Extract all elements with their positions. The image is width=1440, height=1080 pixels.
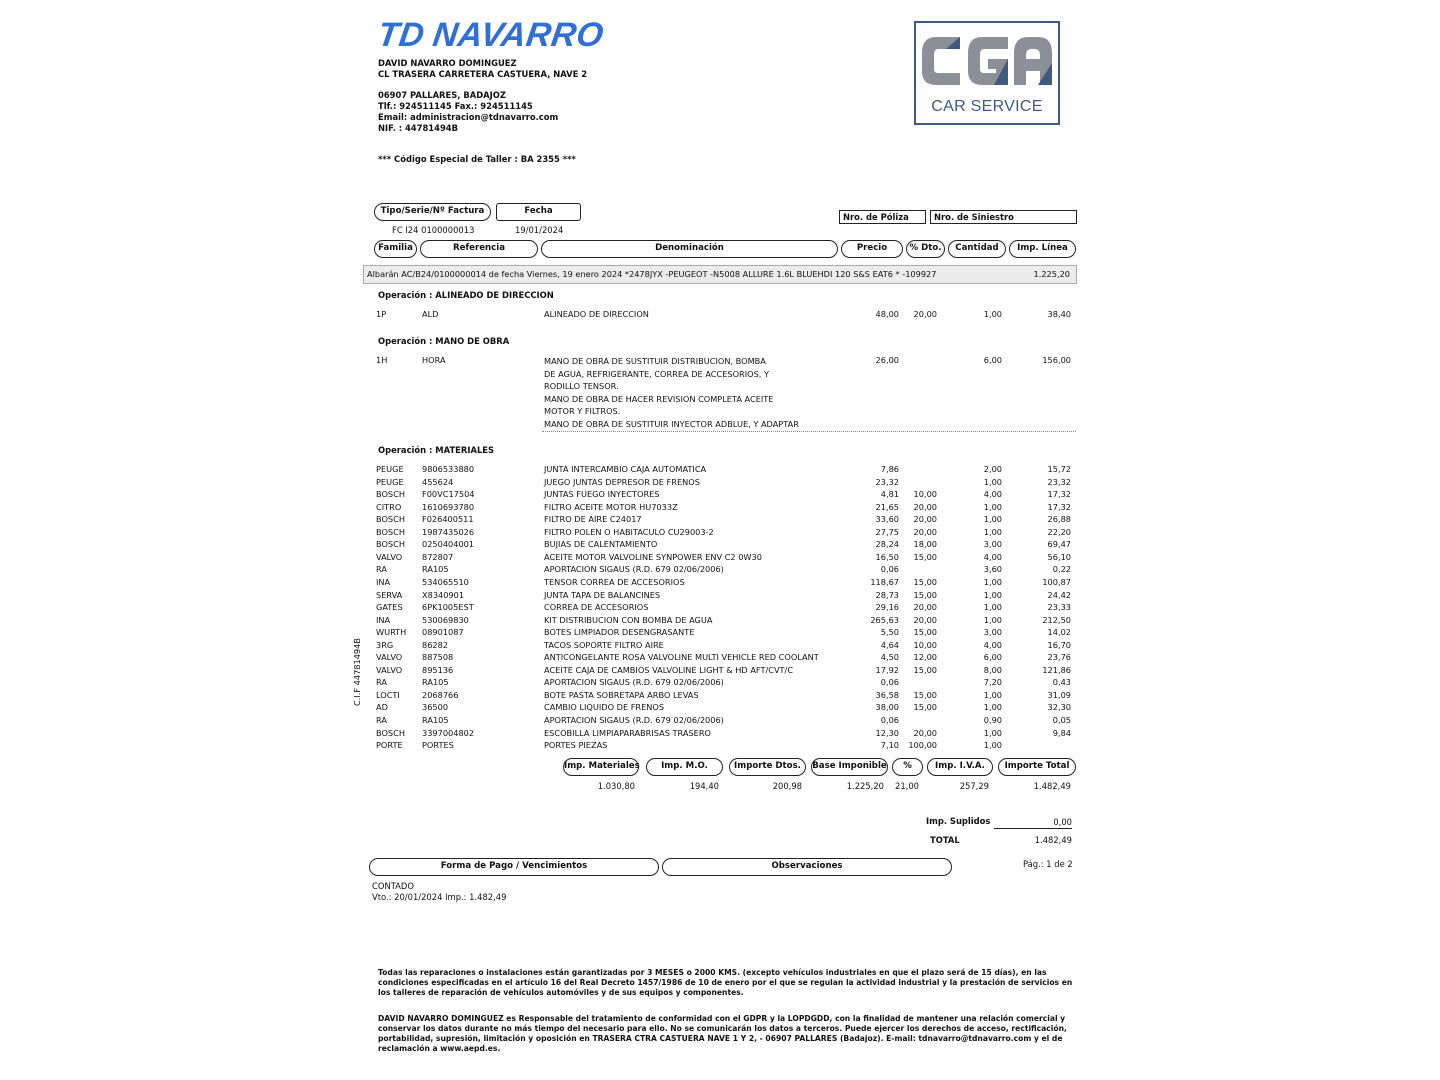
cell-referencia: 455624 bbox=[422, 476, 454, 487]
cell-referencia: 9806533880 bbox=[422, 464, 475, 474]
cell-referencia: HORA bbox=[422, 355, 446, 365]
tot-mo-value: 194,40 bbox=[689, 781, 719, 791]
cell-referencia: 0250404001 bbox=[422, 539, 475, 550]
cell-importe: 26,88 bbox=[1047, 514, 1071, 525]
cell-precio: 26,00 bbox=[875, 355, 899, 365]
col-cantidad: Cantidad bbox=[948, 240, 1006, 258]
cell-dto: 20,00 bbox=[913, 514, 937, 525]
forma-pago-header: Forma de Pago / Vencimientos bbox=[369, 858, 659, 876]
fecha-header: Fecha bbox=[496, 203, 581, 221]
tot-base-value: 1.225,20 bbox=[846, 781, 884, 791]
cell-cantidad: 7,20 bbox=[983, 677, 1002, 688]
cell-denominacion: ALINEADO DE DIRECCION bbox=[544, 309, 649, 319]
cell-denominacion: ANTICONGELANTE ROSA VALVOLINE MULTI VEHICLE RED COOLANT bbox=[544, 652, 819, 663]
cell-cantidad: 4,00 bbox=[983, 489, 1002, 500]
fecha-value: 19/01/2024 bbox=[515, 225, 564, 235]
cell-precio: 27,75 bbox=[875, 526, 899, 537]
cell-cantidad: 8,00 bbox=[983, 664, 1002, 675]
cell-referencia: PORTES bbox=[422, 740, 454, 751]
cell-familia: WURTH bbox=[376, 627, 407, 638]
table-row bbox=[376, 677, 1076, 690]
cell-referencia: 1610693780 bbox=[422, 501, 475, 512]
cell-referencia: 872807 bbox=[422, 551, 454, 562]
cell-dto: 15,00 bbox=[913, 689, 937, 700]
tot-iva-value: 257,29 bbox=[959, 781, 989, 791]
table-row bbox=[376, 527, 1076, 540]
cell-precio: 12,30 bbox=[875, 727, 899, 738]
table-row bbox=[376, 489, 1076, 502]
cell-denominacion: FILTRO DE AIRE C24017 bbox=[544, 514, 642, 525]
cell-familia: VALVO bbox=[376, 551, 403, 562]
table-row bbox=[376, 309, 1076, 322]
cell-denominacion: BUJIAS DE CALENTAMIENTO bbox=[544, 539, 658, 550]
warranty-text: Todas las reparaciones o instalaciones están garantizadas por 3 MESES o 2000 KMS. (excepto vehículos industriales en que el plazo será de 15 días), en las condiciones especificadas en el artículo 16 del Real Decreto 1457/1986 de 10 de enero por el que se regulan la actividad industrial y la prestación de servicios en los talleres de reparación de vehículos automóviles y de sus equipos y componentes. bbox=[378, 968, 1073, 997]
cell-importe: 56,10 bbox=[1047, 551, 1071, 562]
desc-line: RODILLO TENSOR. bbox=[544, 381, 619, 392]
cell-precio: 21,65 bbox=[875, 501, 899, 512]
cell-cantidad: 1,00 bbox=[983, 689, 1002, 700]
cell-denominacion: TACOS SOPORTE FILTRO AIRE bbox=[544, 639, 664, 650]
cell-familia: PEUGE bbox=[376, 476, 404, 487]
cell-precio: 16,50 bbox=[875, 551, 899, 562]
cell-familia: BOSCH bbox=[376, 539, 405, 550]
operation-title: Operación : MANO DE OBRA bbox=[378, 336, 510, 346]
company-block bbox=[378, 58, 587, 134]
cell-denominacion: BOTE PASTA SOBRETAPA ARBO LEVAS bbox=[544, 689, 699, 700]
cell-importe: 0,22 bbox=[1052, 564, 1071, 575]
col-precio: Precio bbox=[841, 240, 903, 258]
table-row bbox=[376, 602, 1076, 615]
cell-familia: 1H bbox=[376, 355, 388, 365]
table-row bbox=[376, 590, 1076, 603]
desc-line: MANO DE OBRA DE HACER REVISION COMPLETA ACEITE bbox=[544, 393, 774, 404]
cell-familia: RA bbox=[376, 715, 387, 725]
cga-car-service-logo bbox=[914, 21, 1060, 125]
cell-importe: 9,84 bbox=[1052, 727, 1071, 738]
suplidos-value: 0,00 bbox=[994, 817, 1072, 829]
tot-materiales-label: Imp. Materiales bbox=[563, 758, 639, 776]
cell-dto: 10,00 bbox=[913, 639, 937, 650]
table-row bbox=[376, 539, 1076, 552]
table-row bbox=[376, 702, 1076, 715]
cell-dto: 100,00 bbox=[908, 740, 937, 751]
cell-cantidad: 3,00 bbox=[983, 627, 1002, 638]
table-row bbox=[376, 577, 1076, 590]
cell-referencia: 36500 bbox=[422, 702, 449, 713]
poliza-field: Nro. de Póliza bbox=[839, 210, 926, 224]
cell-importe: 121,86 bbox=[1042, 664, 1071, 675]
operation-title: Operación : MATERIALES bbox=[378, 445, 495, 455]
cell-familia: VALVO bbox=[376, 664, 403, 675]
cell-importe: 22,20 bbox=[1047, 526, 1071, 537]
cell-denominacion: TENSOR CORREA DE ACCESORIOS bbox=[544, 576, 685, 587]
table-row bbox=[376, 652, 1076, 665]
cell-importe: 23,32 bbox=[1047, 476, 1071, 487]
cell-precio: 48,00 bbox=[875, 309, 899, 319]
cell-denominacion: KIT DISTRIBUCION CON BOMBA DE AGUA bbox=[544, 614, 713, 625]
cell-precio: 4,50 bbox=[880, 652, 899, 663]
cell-denominacion: ACEITE CAJA DE CAMBIOS VALVOLINE LIGHT & HD AFT/CVT/C bbox=[544, 664, 794, 675]
cell-familia: GATES bbox=[376, 602, 403, 613]
company-nif: NIF. : 44781494B bbox=[378, 122, 458, 133]
cell-precio: 36,58 bbox=[875, 689, 899, 700]
cell-cantidad: 3,60 bbox=[983, 564, 1002, 575]
cell-importe: 212,50 bbox=[1042, 614, 1071, 625]
cell-dto: 20,00 bbox=[913, 727, 937, 738]
cell-importe: 31,09 bbox=[1047, 689, 1071, 700]
cell-familia: RA bbox=[376, 564, 387, 575]
cell-cantidad: 1,00 bbox=[983, 740, 1002, 751]
cell-cantidad: 6,00 bbox=[983, 355, 1002, 365]
cell-referencia: 1987435026 bbox=[422, 526, 475, 537]
cell-referencia: 2068766 bbox=[422, 689, 459, 700]
cell-familia: INA bbox=[376, 614, 391, 625]
cell-cantidad: 1,00 bbox=[983, 727, 1002, 738]
tot-dtos-value: 200,98 bbox=[772, 781, 802, 791]
cell-familia: 1P bbox=[376, 309, 387, 319]
cell-dto: 15,00 bbox=[913, 551, 937, 562]
cell-dto: 20,00 bbox=[913, 501, 937, 512]
cell-cantidad: 1,00 bbox=[983, 501, 1002, 512]
cell-cantidad: 1,00 bbox=[983, 602, 1002, 613]
cell-cantidad: 1,00 bbox=[983, 576, 1002, 587]
cell-denominacion-multiline bbox=[544, 355, 799, 431]
company-city: 06907 PALLARES, BADAJOZ bbox=[378, 90, 506, 101]
cell-importe: 100,87 bbox=[1042, 576, 1071, 587]
cell-importe: 23,76 bbox=[1047, 652, 1071, 663]
brand-logo-text bbox=[376, 18, 606, 52]
cell-precio: 0,06 bbox=[880, 564, 899, 575]
company-phone: Tlf.: 924511145 Fax.: 924511145 bbox=[378, 101, 533, 112]
tot-total-label: Importe Total bbox=[998, 758, 1076, 776]
cell-referencia: 08901087 bbox=[422, 627, 464, 638]
desc-line: MOTOR Y FILTROS. bbox=[544, 406, 621, 417]
tipo-factura-header: Tipo/Serie/Nº Factura bbox=[374, 203, 491, 221]
cell-precio: 0,06 bbox=[880, 715, 899, 725]
tot-pct-label: % bbox=[892, 758, 923, 776]
cell-denominacion: PORTES PIEZAS bbox=[544, 740, 608, 751]
table-row bbox=[376, 627, 1076, 640]
cell-importe: 32,30 bbox=[1047, 702, 1071, 713]
cell-precio: 7,86 bbox=[880, 464, 899, 474]
cell-referencia: 887508 bbox=[422, 652, 454, 663]
cell-denominacion: JUEGO JUNTAS DEPRESOR DE FRENOS bbox=[544, 476, 700, 487]
cell-precio: 38,00 bbox=[875, 702, 899, 713]
cell-denominacion: ESCOBILLA LIMPIAPARABRISAS TRASERO bbox=[544, 727, 711, 738]
cell-dto: 20,00 bbox=[913, 614, 937, 625]
cell-cantidad: 1,00 bbox=[983, 702, 1002, 713]
cell-precio: 33,60 bbox=[875, 514, 899, 525]
cell-cantidad: 6,00 bbox=[983, 652, 1002, 663]
cell-referencia: 86282 bbox=[422, 639, 449, 650]
cell-familia: CITRO bbox=[376, 501, 402, 512]
table-row bbox=[376, 728, 1076, 741]
cell-importe: 16,70 bbox=[1047, 639, 1071, 650]
cell-importe: 69,47 bbox=[1047, 539, 1071, 550]
cell-dto: 10,00 bbox=[913, 489, 937, 500]
tot-total-value: 1.482,49 bbox=[1033, 781, 1071, 791]
cell-referencia: 6PK1005EST bbox=[422, 602, 474, 613]
cell-cantidad: 1,00 bbox=[983, 526, 1002, 537]
cell-familia: BOSCH bbox=[376, 727, 405, 738]
tot-pct-value: 21,00 bbox=[895, 781, 919, 791]
cell-dto: 20,00 bbox=[913, 602, 937, 613]
col-referencia: Referencia bbox=[420, 240, 538, 258]
cell-referencia: RA105 bbox=[422, 564, 449, 575]
cell-cantidad: 1,00 bbox=[983, 589, 1002, 600]
tot-iva-label: Imp. I.V.A. bbox=[927, 758, 993, 776]
tot-base-label: Base Imponible bbox=[811, 758, 888, 776]
col-familia: Familia bbox=[374, 240, 417, 258]
cell-referencia: RA105 bbox=[422, 715, 449, 725]
cell-denominacion: FILTRO ACEITE MOTOR HU7033Z bbox=[544, 501, 678, 512]
tot-mo-label: Imp. M.O. bbox=[646, 758, 723, 776]
cell-precio: 23,32 bbox=[875, 476, 899, 487]
cell-dto: 20,00 bbox=[913, 526, 937, 537]
cell-cantidad: 1,00 bbox=[983, 614, 1002, 625]
desc-line: MANO DE OBRA DE SUSTITUIR INYECTOR ADBLUE, Y ADAPTAR bbox=[544, 418, 799, 429]
cell-dto: 20,00 bbox=[913, 309, 937, 319]
siniestro-field: Nro. de Siniestro bbox=[930, 210, 1077, 224]
cell-precio: 4,81 bbox=[880, 489, 899, 500]
table-row bbox=[376, 552, 1076, 565]
total-label: TOTAL bbox=[930, 835, 960, 845]
cell-denominacion: JUNTA TAPA DE BALANCINES bbox=[544, 589, 661, 600]
cell-precio: 17,92 bbox=[875, 664, 899, 675]
cell-denominacion: FILTRO POLEN O HABITACULO CU29003-2 bbox=[544, 526, 714, 537]
table-row bbox=[376, 477, 1076, 490]
cell-dto: 18,00 bbox=[913, 539, 937, 550]
cell-referencia: X8340901 bbox=[422, 589, 465, 600]
taller-code: *** Código Especial de Taller : BA 2355 *** bbox=[378, 154, 576, 164]
cell-cantidad: 3,00 bbox=[983, 539, 1002, 550]
cell-familia: VALVO bbox=[376, 652, 403, 663]
cell-familia: SERVA bbox=[376, 589, 403, 600]
cell-familia: RA bbox=[376, 677, 387, 688]
privacy-text: DAVID NAVARRO DOMINGUEZ es Responsable del tratamiento de conformidad con el GDPR y la LOPDGDD, con la finalidad de mantener una relación comercial y conservar los datos durante no más tiempo del necesario para ello. No se comunicarán los datos a terceros. Puede ejercer los derechos de acceso, rectificación, portabilidad, supresión, limitación y oposición en TRASERA CTRA CASTUERA NAVE 1 Y 2, - 06907 PALLARES (Badajoz). E-mail: tdnavarro@tdnavarro.com y el de reclamación a www.aepd.es. bbox=[378, 1014, 1067, 1053]
col-dto: % Dto. bbox=[906, 240, 945, 258]
table-row bbox=[376, 502, 1076, 515]
company-email: Email: administracion@tdnavarro.com bbox=[378, 111, 559, 122]
cell-familia: BOSCH bbox=[376, 514, 405, 525]
cell-precio: 265,63 bbox=[870, 614, 899, 625]
cif-vertical: C.I.F 44781494B bbox=[352, 638, 362, 706]
cell-familia: LOCTI bbox=[376, 689, 400, 700]
cell-importe: 0,05 bbox=[1052, 715, 1071, 725]
cell-familia: INA bbox=[376, 576, 391, 587]
cell-referencia: F026400511 bbox=[422, 514, 474, 525]
cell-precio: 28,73 bbox=[875, 589, 899, 600]
cell-dto: 15,00 bbox=[913, 664, 937, 675]
table-row bbox=[376, 715, 1076, 728]
tipo-factura-value: FC I24 0100000013 bbox=[392, 225, 475, 235]
page-number: Pág.: 1 de 2 bbox=[1023, 859, 1073, 869]
cell-cantidad: 1,00 bbox=[983, 309, 1002, 319]
cell-referencia: 530069830 bbox=[422, 614, 469, 625]
cell-cantidad: 0,90 bbox=[983, 715, 1002, 725]
payment-method: CONTADO bbox=[372, 881, 414, 891]
cell-precio: 118,67 bbox=[870, 576, 899, 587]
cell-importe: 24,42 bbox=[1047, 589, 1071, 600]
cell-denominacion: ACEITE MOTOR VALVOLINE SYNPOWER ENV C2 0W30 bbox=[544, 551, 762, 562]
brand-part2: NAVARRO bbox=[430, 16, 607, 54]
tot-dtos-label: Importe Dtos. bbox=[729, 758, 806, 776]
table-row bbox=[376, 564, 1076, 577]
suplidos-label: Imp. Suplidos bbox=[926, 816, 991, 826]
albaran-text: Albarán AC/B24/0100000014 de fecha Viernes, 19 enero 2024 *2478JYX -PEUGEOT -N5008 ALLURE 1.6L BLUEHDI 120 S&S EAT6 * -109927 bbox=[367, 269, 937, 279]
cell-familia: PORTE bbox=[376, 740, 403, 751]
cell-denominacion: APORTACION SIGAUS (R.D. 679 02/06/2006) bbox=[544, 564, 724, 575]
cell-familia: BOSCH bbox=[376, 489, 405, 500]
cell-precio: 7,10 bbox=[880, 740, 899, 751]
operation-title: Operación : ALINEADO DE DIRECCION bbox=[378, 290, 554, 300]
cell-dto: 15,00 bbox=[913, 702, 937, 713]
cell-familia: PEUGE bbox=[376, 464, 404, 474]
table-row bbox=[376, 355, 1076, 435]
albaran-line bbox=[363, 265, 1077, 284]
col-denominacion: Denominación bbox=[541, 240, 838, 258]
cell-referencia: RA105 bbox=[422, 677, 449, 688]
cell-denominacion: JUNTAS FUEGO INYECTORES bbox=[544, 489, 660, 500]
logo-caption: CAR SERVICE bbox=[931, 98, 1043, 115]
cell-denominacion: BOTES LIMPIADOR DESENGRASANTE bbox=[544, 627, 695, 638]
cell-precio: 4,64 bbox=[880, 639, 899, 650]
table-row bbox=[376, 740, 1076, 753]
cell-precio: 29,16 bbox=[875, 602, 899, 613]
cell-precio: 28,24 bbox=[875, 539, 899, 550]
total-value: 1.482,49 bbox=[1034, 835, 1072, 845]
cell-dto: 15,00 bbox=[913, 627, 937, 638]
cell-dto: 12,00 bbox=[913, 652, 937, 663]
cell-cantidad: 1,00 bbox=[983, 476, 1002, 487]
cell-denominacion: JUNTA INTERCAMBIO CAJA AUTOMATICA bbox=[544, 464, 707, 474]
cell-denominacion: CORREA DE ACCESORIOS bbox=[544, 602, 649, 613]
table-row bbox=[376, 464, 1076, 477]
cell-dto: 15,00 bbox=[913, 589, 937, 600]
table-row bbox=[376, 690, 1076, 703]
cell-familia: 3RG bbox=[376, 639, 394, 650]
cell-dto: 15,00 bbox=[913, 576, 937, 587]
table-row bbox=[376, 615, 1076, 628]
cell-familia: AD bbox=[376, 702, 388, 713]
table-row bbox=[376, 640, 1076, 653]
cell-referencia: F00VC17504 bbox=[422, 489, 475, 500]
cell-importe: 15,72 bbox=[1047, 464, 1071, 474]
albaran-amount: 1.225,20 bbox=[1033, 269, 1070, 279]
cell-denominacion: CAMBIO LIQUIDO DE FRENOS bbox=[544, 702, 665, 713]
cell-denominacion: APORTACION SIGAUS (R.D. 679 02/06/2006) bbox=[544, 715, 724, 725]
tot-materiales-value: 1.030,80 bbox=[597, 781, 635, 791]
cell-cantidad: 1,00 bbox=[983, 514, 1002, 525]
cell-importe: 17,32 bbox=[1047, 501, 1071, 512]
table-row bbox=[376, 514, 1076, 527]
cell-familia: BOSCH bbox=[376, 526, 405, 537]
cga-logo-graphic bbox=[916, 23, 1058, 97]
dotted-separator bbox=[542, 431, 1076, 432]
observaciones-header: Observaciones bbox=[662, 858, 952, 876]
cell-referencia: 534065510 bbox=[422, 576, 469, 587]
cell-referencia: ALD bbox=[422, 309, 439, 319]
cell-referencia: 895136 bbox=[422, 664, 454, 675]
cell-importe: 0,43 bbox=[1052, 677, 1071, 688]
col-importe: Imp. Línea bbox=[1009, 240, 1076, 258]
cell-precio: 0,06 bbox=[880, 677, 899, 688]
cell-importe: 17,32 bbox=[1047, 489, 1071, 500]
cell-importe: 156,00 bbox=[1042, 355, 1071, 365]
cell-cantidad: 2,00 bbox=[983, 464, 1002, 474]
cell-precio: 5,50 bbox=[880, 627, 899, 638]
table-row bbox=[376, 665, 1076, 678]
cell-referencia: 3397004802 bbox=[422, 727, 475, 738]
cell-denominacion: APORTACION SIGAUS (R.D. 679 02/06/2006) bbox=[544, 677, 724, 688]
cell-cantidad: 4,00 bbox=[983, 551, 1002, 562]
cell-importe: 14,02 bbox=[1047, 627, 1071, 638]
payment-due: Vto.: 20/01/2024 Imp.: 1.482,49 bbox=[372, 892, 507, 902]
cell-cantidad: 4,00 bbox=[983, 639, 1002, 650]
cell-importe: 23,33 bbox=[1047, 602, 1071, 613]
brand-part1: TD bbox=[375, 16, 427, 54]
cell-importe: 38,40 bbox=[1047, 309, 1071, 319]
desc-line: DE AGUA, REFRIGERANTE, CORREA DE ACCESORIOS, Y bbox=[544, 368, 769, 379]
desc-line: MANO DE OBRA DE SUSTITUIR DISTRIBUCION, BOMBA bbox=[544, 356, 766, 366]
company-name: DAVID NAVARRO DOMINGUEZ bbox=[378, 58, 517, 68]
company-address: CL TRASERA CARRETERA CASTUERA, NAVE 2 bbox=[378, 68, 588, 79]
